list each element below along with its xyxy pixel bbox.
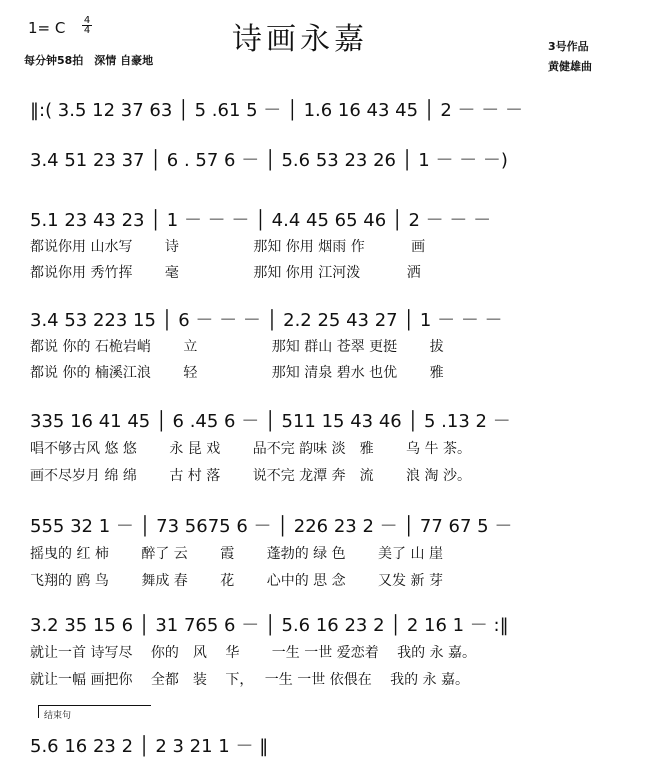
lyric-verse-1: 就让一首 诗写尽 你的 风 华 一生 一世 爱恋着 我的 永 嘉。 [30, 645, 477, 661]
lyric-verse-1: 都说 你的 石桅岩峭 立 那知 群山 苍翠 更挺 拔 [30, 339, 444, 355]
composer-credit: 黄健雄曲 [548, 60, 592, 73]
ending-label: 结束句 [44, 711, 72, 721]
song-title: 诗画永嘉 [232, 22, 368, 57]
lyric-verse-2: 飞翔的 鸥 鸟 舞成 春 花 心中的 思 念 又发 新 芽 [30, 573, 443, 589]
score-row-5 [30, 407, 620, 487]
notation-line: 3.4 51 23 37 │ 6 . 57 6 － │ 5.6 53 23 26 │ 1 － － －) [30, 150, 508, 171]
score-row-4 [30, 306, 620, 386]
lyric-verse-2: 就让一幅 画把你 全都 装 下， 一生 一世 依偎在 我的 永 嘉。 [30, 672, 470, 688]
notation-line: 3.2 35 15 6 │ 31 765 6 － │ 5.6 16 23 2 │ 2 16 1 － :‖ [30, 615, 509, 636]
score-row-6 [30, 512, 620, 592]
notation-line: 555 32 1 － │ 73 5675 6 － │ 226 23 2 － │ 77 67 5 － [30, 516, 513, 537]
score-row-3 [30, 206, 620, 286]
notation-line: 3.4 53 223 15 │ 6 － － － │ 2.2 25 43 27 │ 1 － － － [30, 310, 503, 331]
notation-line: 5.6 16 23 2 │ 2 3 21 1 － ‖ [30, 736, 269, 757]
lyric-verse-2: 都说 你的 楠溪江浪 轻 那知 清泉 碧水 也优 雅 [30, 365, 444, 381]
lyric-verse-1: 都说你用 山水写 诗 那知 你用 烟雨 作 画 [30, 239, 426, 255]
score-row-8 [30, 732, 620, 757]
lyric-verse-2: 画不尽岁月 绵 绵 古 村 落 说不完 龙潭 奔 流 浪 淘 沙。 [30, 468, 471, 484]
notation-line: ‖:( 3.5 12 37 63 │ 5 .61 5 － │ 1.6 16 43 45 │ 2 － － － [30, 100, 523, 121]
time-bottom: 4 [83, 25, 91, 36]
work-number: 3号作品 [548, 40, 589, 53]
time-top: 4 [83, 15, 91, 26]
lyric-verse-1: 唱不够古风 悠 悠 永 昆 戏 品不完 韵味 淡 雅 乌 牛 茶。 [30, 441, 471, 457]
tempo-marking: 每分钟58拍 深情 自豪地 [24, 54, 154, 67]
notation-line: 335 16 41 45 │ 6 .45 6 － │ 511 15 43 46 │ 5 .13 2 － [30, 411, 511, 432]
score-row-7 [30, 611, 620, 691]
time-signature [82, 16, 92, 35]
lyric-verse-2: 都说你用 秀竹挥 毫 那知 你用 江河泼 洒 [30, 265, 421, 281]
notation-line: 5.1 23 43 23 │ 1 － － － │ 4.4 45 65 46 │ 2 － － － [30, 210, 492, 231]
lyric-verse-1: 摇曳的 红 柿 醉了 云 霞 蓬勃的 绿 色 美了 山 崖 [30, 546, 443, 562]
key-signature: 1= C [28, 19, 66, 37]
